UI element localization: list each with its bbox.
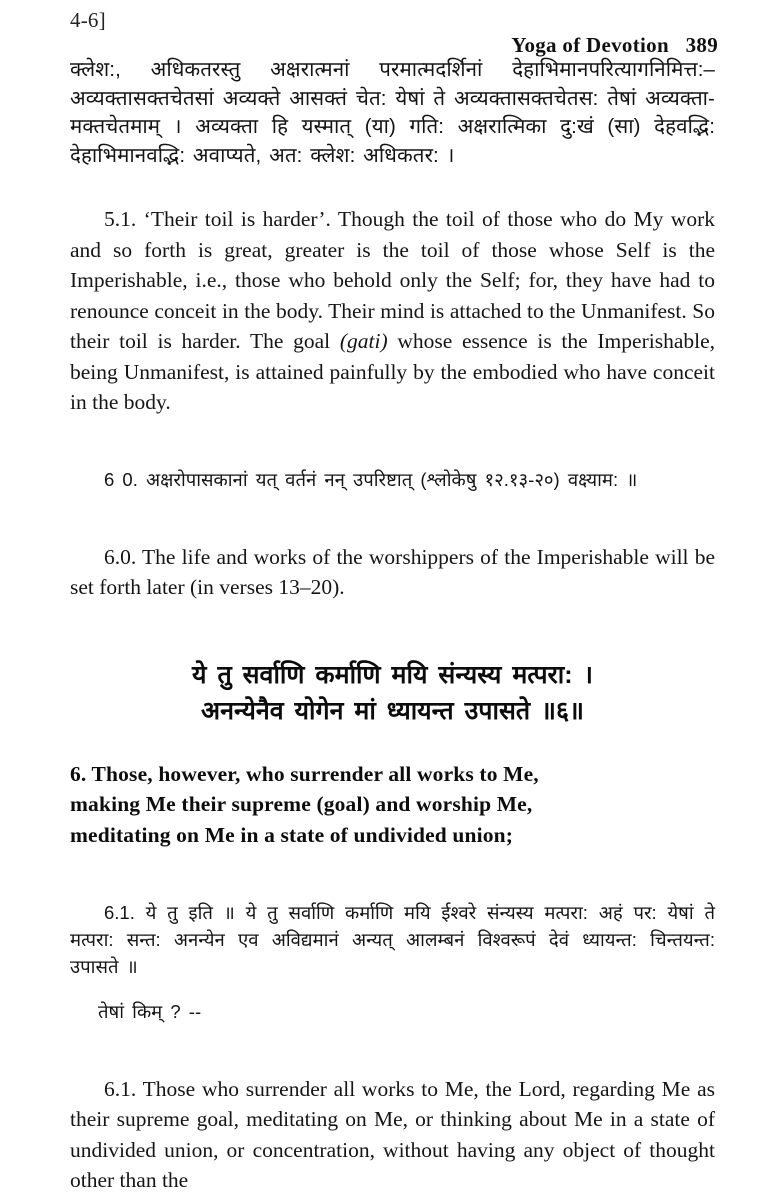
verse-translation-line-2: making Me their supreme (goal) and worship Me, [70, 792, 533, 816]
running-head [70, 8, 718, 57]
spacer [70, 1044, 715, 1074]
english-paragraph-5-1-part2: whose essence is the Imperishable, being Unmanifest, is attained painfully by the embodied who have conceit in the body. [70, 329, 715, 414]
english-paragraph-6-1: 6.1. Those who surrender all works to Me, the Lord, regarding Me as their supreme goal, meditating on Me, or thinking about Me in a state of undivided union, or concentration, without having any object of thought other than the [70, 1076, 715, 1192]
spacer [70, 637, 715, 657]
sanskrit-note-text: अक्षरोपासकानां यत् वर्तनं नन् उपरिष्टात् (श्लोकेषु १२.१३-२०) वक्ष्याम: ॥ [146, 469, 638, 490]
sanskrit-verse-line-2: अनन्येनैव योगेन मां ध्यायन्त उपासते ॥६॥ [200, 696, 584, 725]
spacer [70, 603, 715, 637]
text-column [70, 56, 715, 1196]
english-paragraph-5-1 [70, 204, 715, 418]
running-head-title: Yoga of Devotion [511, 33, 669, 57]
verse-translation-line-1 [70, 759, 715, 790]
page-number: 389 [685, 33, 718, 57]
spacer [70, 418, 715, 448]
english-paragraph-5-1-part1: 5.1. ‘Their toil is harder’. Though the toil of those who do My work and so forth is great, greater is the toil of those whose Self is the Imperishable, i.e., those who behold only the Self; for, they have had to renounce conceit in the body. Their mind is attached to the Unmanifest. So their toil is harder. The goal [70, 207, 715, 353]
english-paragraph-6-0: 6.0. The life and works of the worshippers of the Imperishable will be set forth later (in verses 13–20). [70, 544, 715, 599]
sanskrit-verse-line-1: ये तु सर्वाणि कर्माणि मयि संन्यस्य मत्परा: । [192, 660, 593, 689]
sanskrit-note-number: 6 0. [104, 469, 138, 490]
verse-translation-line-1-text: 6. Those, however, who surrender all works to Me, [70, 761, 539, 786]
sanskrit-note-block [70, 466, 715, 493]
english-paragraph-5-1-italic-term: (gati) [339, 329, 388, 353]
running-head-spacer [669, 33, 686, 57]
spacer [70, 850, 715, 880]
verse-translation [70, 759, 715, 851]
spacer [70, 729, 715, 759]
running-head-verse-range: 4-6] [70, 8, 106, 32]
spacer [70, 170, 715, 204]
spacer [70, 512, 715, 542]
verse-translation-line-3: meditating on Me in a state of undivided union; [70, 822, 514, 847]
sanskrit-commentary-2-text: ये तु इति ॥ ये तु सर्वाणि कर्माणि मयि ईश्वरे संन्यस्य मत्परा: अहं पर: येषां ते मत्परा: सन्त: अनन्येन एव अविद्यमानं अन्यत् आलम्बनं विश्वरूपं देवं ध्यायन्त: चिन्तयन्त: उपासते ॥ [70, 901, 716, 977]
sanskrit-commentary-2-number: 6.1. [104, 901, 135, 923]
sanskrit-commentary-block-1: क्लेश:, अधिकतरस्तु अक्षरात्मनां परमात्मदर्शिनां देहाभिमानपरित्यागनिमित्त:– अव्यक्तासक्तचेतसां अव्यक्ते आसक्तं चेत: येषां ते अव्यक्तासक्तचेतस: तेषां अव्यक्ता-मक्तचेतमाम् । अव्यक्ता हि यस्मात् (या) गति: अक्षरात्मिका दु:खं (सा) देहवद्भि: देहाभिमानवद्भि: अवाप्यते, अत: क्लेश: अधिकतर: । [70, 58, 715, 167]
sanskrit-question-line: तेषां किम् ? -- [98, 1001, 202, 1022]
sanskrit-commentary-block-2 [70, 899, 715, 980]
